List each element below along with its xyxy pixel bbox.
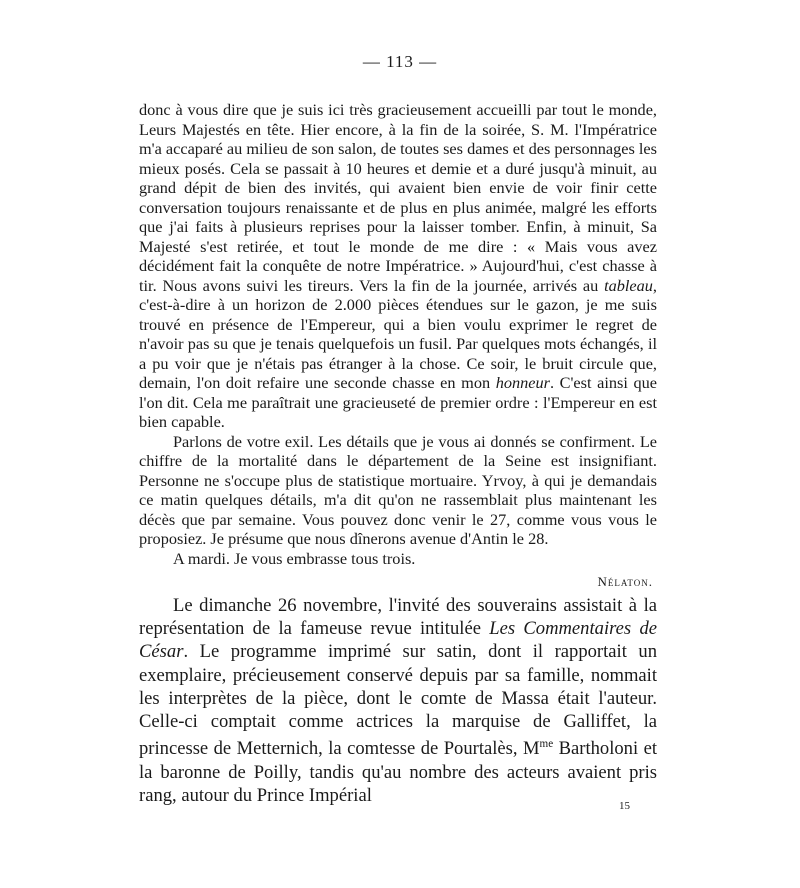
narrative-paragraph: Le dimanche 26 novembre, l'invité des souverains assistait à la représentation de la fameuse revue intitulée Les Commentaires de César. Le programme imprimé sur satin, dont il rapportait un exemplaire, précieusement conservé depuis par sa famille, nommait les interprètes de la pièce, dont le comte de Massa était l'auteur. Celle-ci comptait comme actrices la marquise de Galliffet, la princesse de Metternich, la comtesse de Pourtalès, $M^{me}$ Bartholoni et la baronne de Poilly, tandis qu'au nombre des acteurs avaient pris rang, autour du Prince Impérial (139, 595, 657, 806)
letter-signature: Nélaton. (597, 574, 653, 589)
narrative-text (139, 594, 657, 807)
play-title: Les Commentaires de César (139, 618, 657, 663)
letter-text (139, 100, 657, 592)
letter-paragraph-2: Parlons de votre exil. Les détails que je vous ai donnés se confirment. Le chiffre de la mortalité dans le département de la Seine est insignifiant. Personne ne s'occupe plus de statistique mortuaire. Yrvoy, à qui je demandais ce matin quelques détails, m'a dit qu'on ne rassemblait plus maintenant les décès que par semaine. Vous pouvez donc venir le 27, comme vous vous le proposiez. Je présume que nous dînerons avenue d'Antin le 28. (139, 431, 657, 548)
letter-paragraph-1: donc à vous dire que je suis ici très gracieusement accueilli par tout le monde, Leurs Majestés en tête. Hier encore, à la fin de la soirée, S. M. l'Impératrice m'a accaparé au milieu de son salon, de toutes ses dames et des personnages les mieux posés. Cela se passait à 10 heures et demie et a duré jusqu'à minuit, au grand dépit de bien des invités, qui avaient bien envie de voir finir cette conversation toujours renaissante et de plus en plus animée, malgré les efforts que j'ai faits à plusieurs reprises pour la laisser tomber. Enfin, à minuit, Sa Majesté s'est retirée, et tout le monde de me dire : « Mais vous avez décidément fait la conquête de notre Impératrice. » Aujourd'hui, c'est chasse à tir. Nous avons suivi les tireurs. Vers la fin de la journée, arrivés au tableau, c'est-à-dire à un horizon de 2.000 pièces étendues sur le gazon, je me suis trouvé en présence de l'Empereur, qui a bien voulu exprimer le regret de n'avoir pas su que je tenais quelquefois un fusil. Par quelques mots échangés, il a pu voir que je n'étais pas étranger à la chose. Ce soir, le bruit circule que, demain, l'on doit refaire une seconde chasse en mon honneur. C'est ainsi que l'on dit. Cela me paraîtrait une gracieuseté de premier ordre : l'Empereur en est bien capable. (139, 100, 657, 431)
letter-paragraph-3: A mardi. Je vous embrasse tous trois. (173, 548, 416, 568)
signature-mark: 15 (619, 800, 630, 812)
page-number: — 113 — (362, 52, 438, 71)
